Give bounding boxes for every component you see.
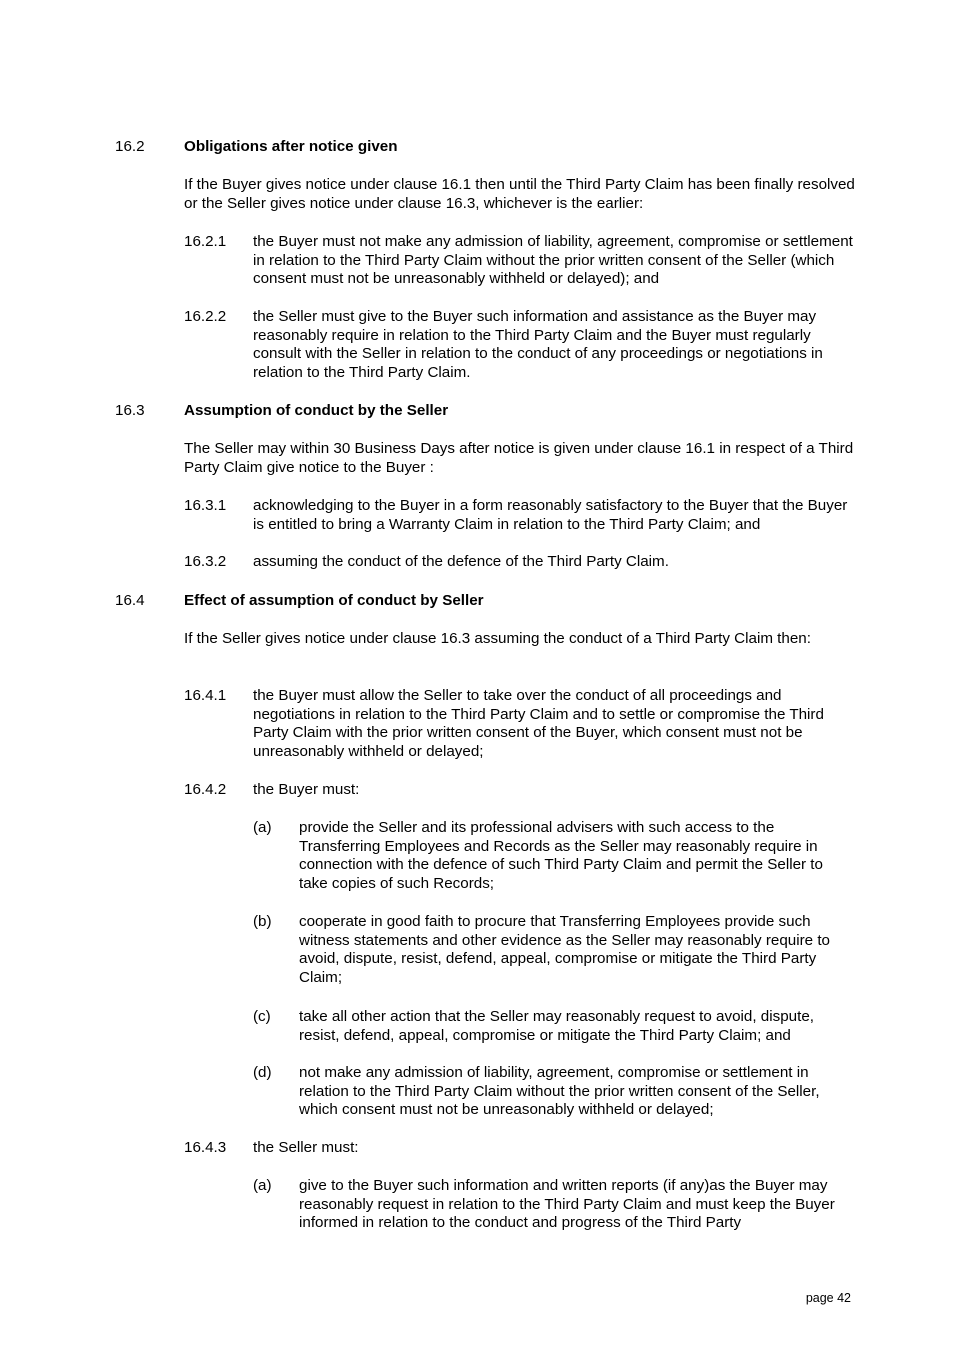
paragraph-label: (a)	[253, 819, 272, 836]
paragraph-label: (d)	[253, 1064, 272, 1081]
subclause-text: acknowledging to the Buyer in a form reasonably satisfactory to the Buyer that the Buyer is entitled to bring a Warranty Claim in relation to the Third Party Claim; and	[253, 497, 848, 533]
subclause-number: 16.3.1	[184, 497, 227, 514]
clause-heading: Assumption of conduct by the Seller	[184, 402, 449, 419]
clause-intro: If the Seller gives notice under clause 16.3 assuming the conduct of a Third Party Claim then:	[184, 630, 811, 647]
paragraph-text: not make any admission of liability, agreement, compromise or settlement in relation to the Third Party Claim without the prior written consent of the Seller, which consent must not be unreasonably withheld or delayed;	[299, 1064, 820, 1119]
subclause-number: 16.4.2	[184, 781, 227, 798]
subclause-text: the Buyer must not make any admission of liability, agreement, compromise or settlement in relation to the Third Party Claim without the prior written consent of the Seller (which consent must not be unreasonably withheld or delayed); and	[253, 233, 853, 288]
paragraph-text: give to the Buyer such information and written reports (if any)as the Buyer may reasonably request in relation to the Third Party Claim and must keep the Buyer informed in relation to the conduct and progress of the Third Party	[299, 1177, 835, 1232]
clause-heading: Obligations after notice given	[184, 138, 398, 155]
clause-intro: The Seller may within 30 Business Days after notice is given under clause 16.1 in respect of a Third Party Claim give notice to the Buyer :	[184, 440, 854, 476]
subclause-number: 16.3.2	[184, 553, 227, 570]
subclause-text: the Buyer must:	[253, 781, 360, 798]
paragraph-label: (a)	[253, 1177, 272, 1194]
paragraph-text: cooperate in good faith to procure that Transferring Employees provide such witness statements and other evidence as the Seller may reasonably require to avoid, dispute, resist, defend, appeal, compromise or mitigate the Third Party Claim;	[299, 913, 831, 987]
subclause-number: 16.4.1	[184, 687, 227, 704]
subclause-text: assuming the conduct of the defence of the Third Party Claim.	[253, 553, 669, 570]
clause-number: 16.4	[115, 592, 145, 609]
clause-intro: If the Buyer gives notice under clause 16.1 then until the Third Party Claim has been finally resolved or the Seller gives notice under clause 16.3, whichever is the earlier:	[184, 176, 855, 212]
paragraph-label: (c)	[253, 1008, 271, 1025]
clause-number: 16.2	[115, 138, 145, 155]
subclause-number: 16.2.2	[184, 308, 227, 325]
paragraph-label: (b)	[253, 913, 272, 930]
paragraph-text: take all other action that the Seller may reasonably request to avoid, dispute, resist, defend, appeal, compromise or mitigate the Third Party Claim; and	[299, 1008, 814, 1044]
page-number: page 42	[805, 1291, 851, 1305]
subclause-text: the Seller must give to the Buyer such information and assistance as the Buyer may reasonably require in relation to the Third Party Claim and the Buyer must regularly consult with the Seller in relation to the conduct of any proceedings or negotiations in relation to the Third Party Claim.	[253, 308, 823, 382]
clause-heading: Effect of assumption of conduct by Seller	[184, 592, 484, 609]
subclause-text: the Seller must:	[253, 1139, 359, 1156]
subclause-number: 16.2.1	[184, 233, 227, 250]
paragraph-text: provide the Seller and its professional advisers with such access to the Transferring Employees and Records as the Seller may reasonably require in connection with the defence of such Third Party Claim and permit the Seller to take copies of such Records;	[299, 819, 823, 893]
clause-number: 16.3	[115, 402, 145, 419]
subclause-number: 16.4.3	[184, 1139, 227, 1156]
subclause-text: the Buyer must allow the Seller to take over the conduct of all proceedings and negotiations in relation to the Third Party Claim and to settle or compromise the Third Party Claim with the prior written consent of the Buyer, which consent must not be unreasonably withheld or delayed;	[253, 687, 824, 761]
